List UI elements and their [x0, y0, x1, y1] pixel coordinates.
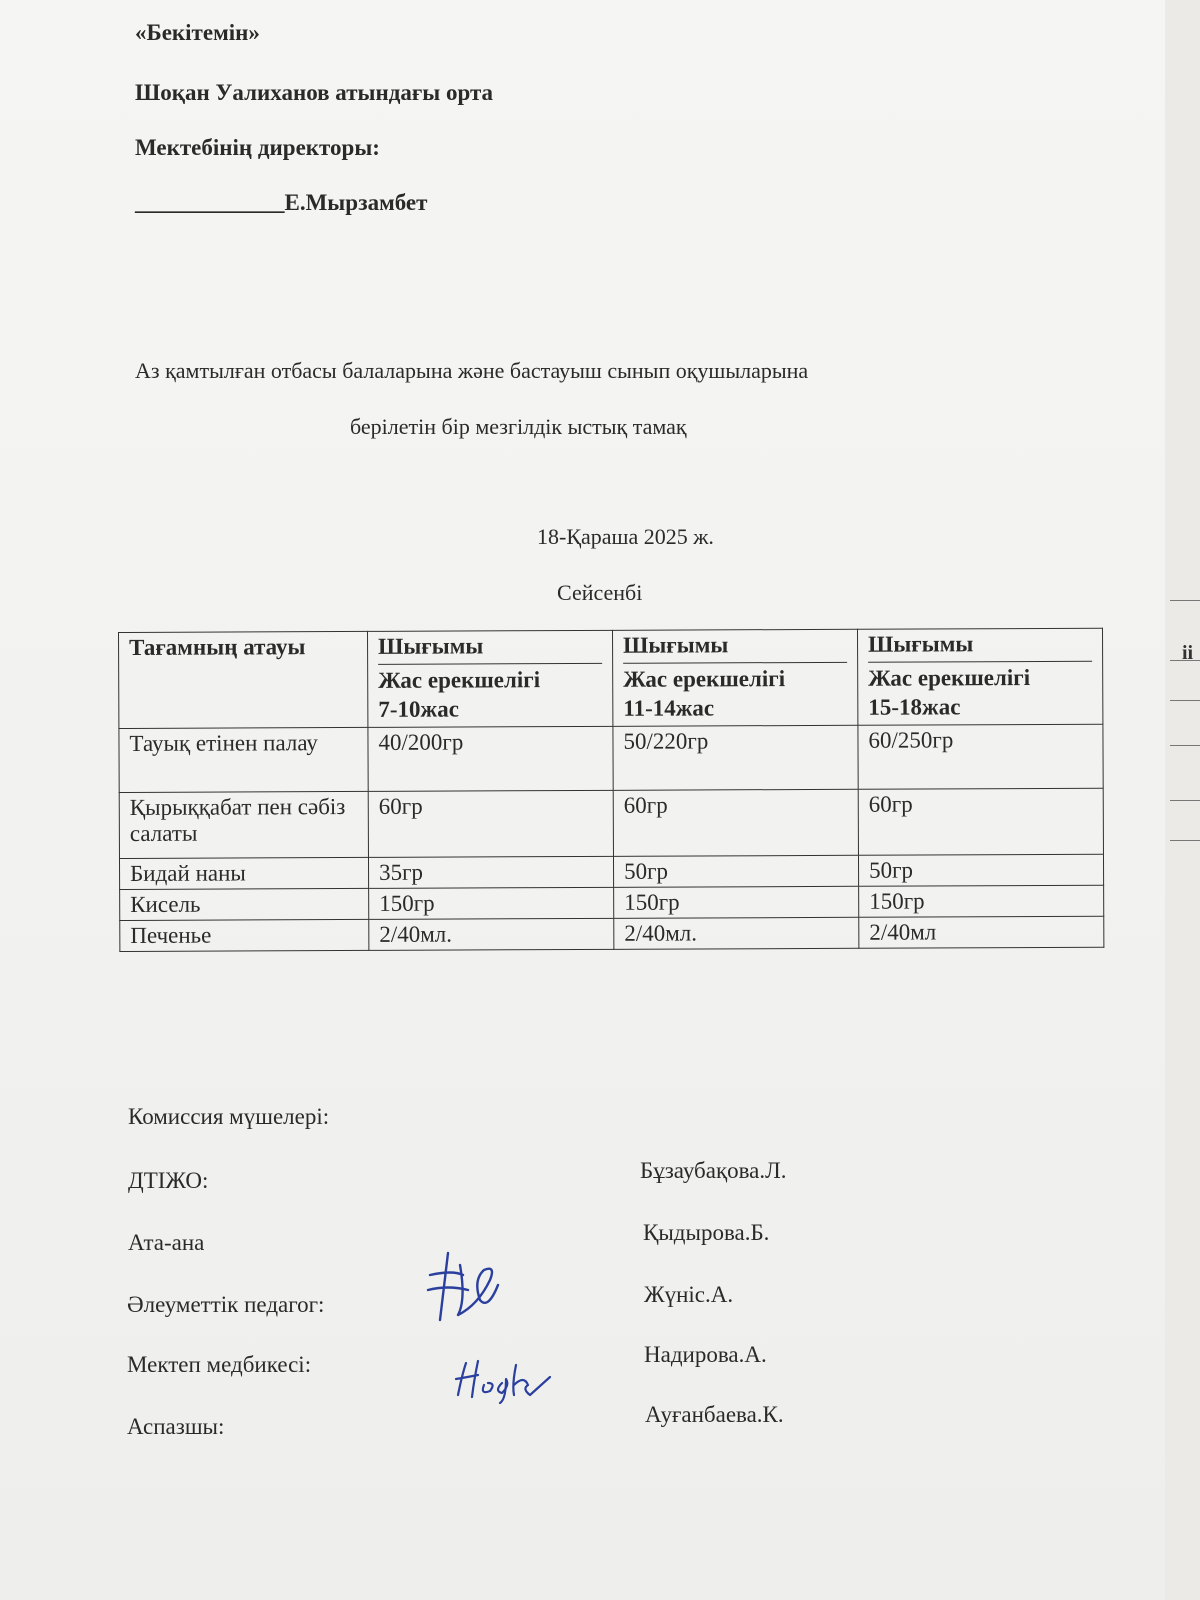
header-age-range: 11-14жас: [623, 695, 715, 721]
commission-member-name: Надирова.А.: [644, 1342, 767, 1367]
document-weekday: Сейсенбі: [557, 580, 643, 605]
header-age-label: Жас ерекшелігі: [623, 666, 786, 692]
dish-name: Печенье: [120, 919, 369, 951]
portion-11-14: 2/40мл.: [614, 917, 859, 949]
signature-blank-line: _____________: [135, 190, 285, 215]
header-col-15-18: [857, 628, 1102, 725]
table-row: [119, 724, 1103, 792]
portion-11-14: 50гр: [613, 855, 858, 887]
approval-line-2: Шоқан Уалиханов атындағы орта: [135, 80, 494, 105]
header-col-11-14: [612, 629, 857, 726]
portion-7-10: 2/40мл.: [369, 918, 614, 950]
dish-name: Қырыққабат пен сәбіз салаты: [119, 791, 368, 858]
table-row: [120, 885, 1104, 920]
commission-role: ДТІЖО:: [128, 1168, 209, 1193]
table-row: [119, 854, 1103, 889]
commission-role: Ата-ана: [128, 1230, 205, 1255]
header-output-label: Шығымы: [868, 631, 1092, 663]
header-col-7-10: [367, 630, 612, 727]
portion-7-10: 150гр: [369, 887, 614, 919]
header-age-range: 7-10жас: [378, 696, 459, 722]
commission-member-name: Қыдырова.Б.: [643, 1220, 770, 1245]
header-age-label: Жас ерекшелігі: [868, 665, 1031, 691]
header-output-label: Шығымы: [623, 632, 847, 664]
header-age-range: 15-18жас: [868, 694, 961, 720]
approval-director: [135, 190, 427, 216]
portion-11-14: 150гр: [614, 886, 859, 918]
director-name: Е.Мырзамбет: [284, 190, 428, 215]
dish-name: Кисель: [120, 888, 369, 920]
approval-line-3: Мектебінің директоры:: [135, 135, 380, 160]
document-title-line-2: берілетін бір мезгілдік ыстық тамақ: [350, 414, 687, 439]
commission-role: Аспазшы:: [127, 1414, 225, 1439]
commission-member-name: Жүніс.А.: [644, 1282, 734, 1307]
document-date: 18-Қараша 2025 ж.: [537, 524, 714, 549]
table-header-row: [119, 628, 1103, 728]
portion-7-10: 40/200гр: [368, 726, 613, 791]
header-age-label: Жас ерекшелігі: [378, 667, 541, 693]
menu-table: [118, 628, 1104, 952]
signature-school-nurse: [450, 1355, 560, 1405]
dish-name: Бидай наны: [119, 857, 368, 889]
commission-role: Әлеуметтік педагог:: [127, 1292, 325, 1317]
portion-15-18: 60/250гр: [858, 724, 1103, 789]
header-output-label: Шығымы: [378, 633, 602, 665]
approval-line-1: «Бекітемін»: [135, 20, 260, 45]
portion-15-18: 50гр: [858, 854, 1103, 886]
portion-7-10: 35гр: [368, 856, 613, 888]
header-dish-name: Тағамның атауы: [119, 631, 368, 728]
commission-member-name: Ауғанбаева.К.: [645, 1402, 784, 1427]
portion-15-18: 150гр: [859, 885, 1104, 917]
background-sheet-fragment: ii: [1182, 642, 1194, 664]
commission-member-name: Бұзаубақова.Л.: [640, 1158, 787, 1183]
commission-role: Мектеп медбикесі:: [127, 1352, 312, 1377]
table-row: [119, 788, 1103, 858]
signature-social-pedagogue: [418, 1245, 508, 1335]
dish-name: Тауық етінен палау: [119, 727, 368, 792]
commission-heading: Комиссия мүшелері:: [128, 1104, 330, 1129]
portion-15-18: 2/40мл: [859, 916, 1104, 948]
portion-7-10: 60гр: [368, 790, 613, 857]
portion-15-18: 60гр: [858, 788, 1103, 855]
document-title-line-1: Аз қамтылған отбасы балаларына және бастауыш сынып оқушыларына: [135, 358, 809, 383]
portion-11-14: 60гр: [613, 789, 858, 856]
portion-11-14: 50/220гр: [613, 725, 858, 790]
table-row: [120, 916, 1104, 951]
